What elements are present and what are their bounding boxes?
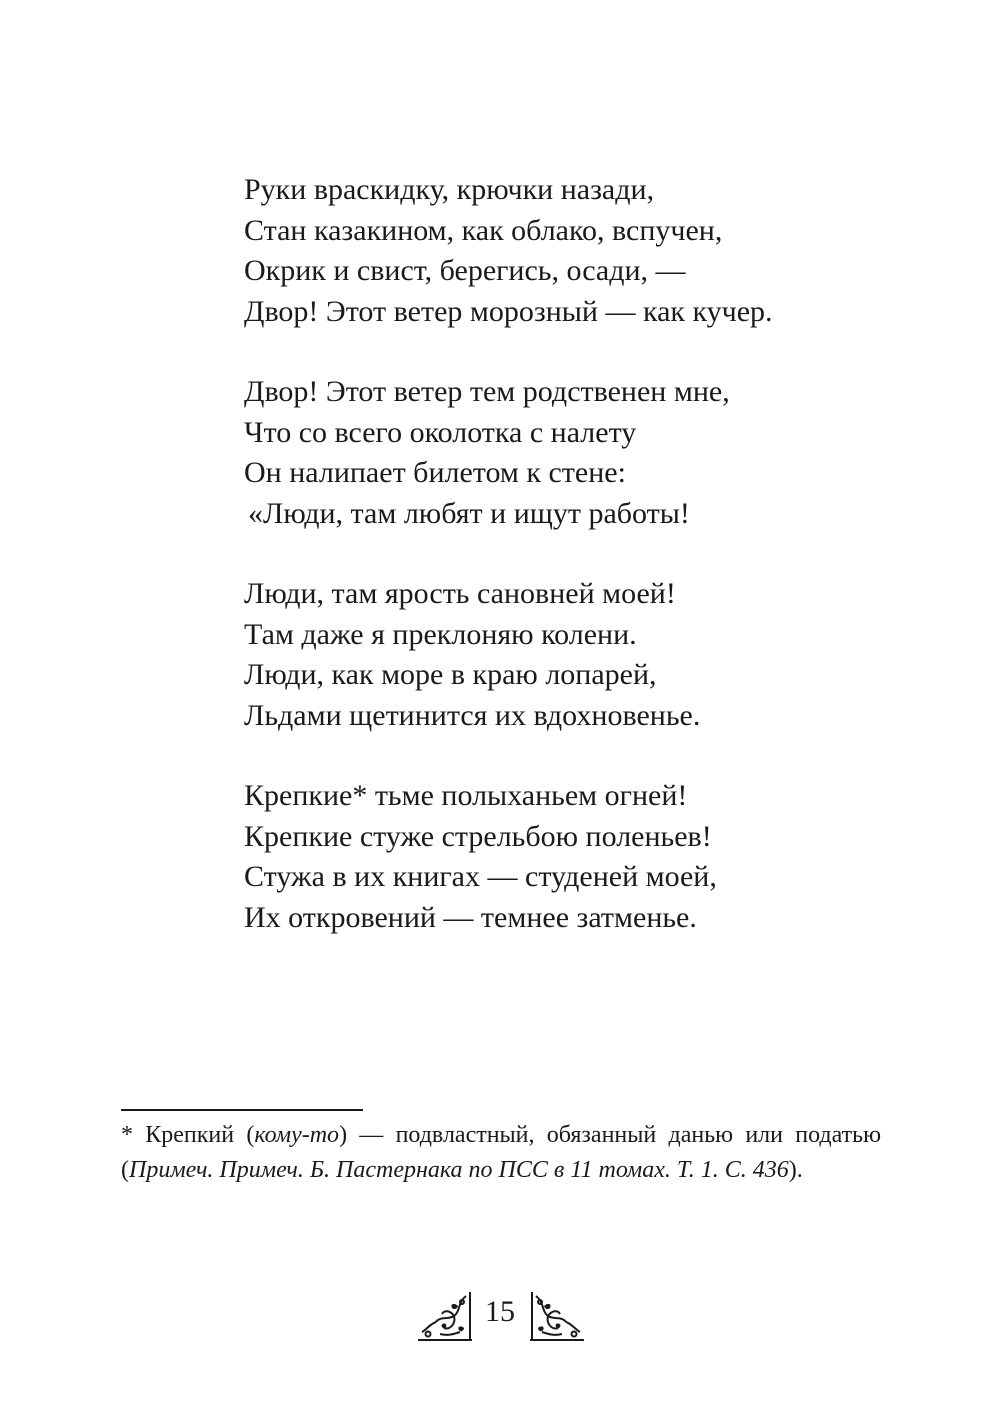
- floral-ornament-icon: [414, 1288, 476, 1344]
- poem-line: Люди, там ярость сановней моей!: [244, 577, 676, 610]
- poem-line: Льдами щетинится их вдохновенье.: [244, 698, 701, 732]
- footnote-text: ) — подвластный, обязанный данью или податью (: [121, 1122, 881, 1183]
- floral-ornament-icon: [526, 1288, 588, 1344]
- page-number: 15: [485, 1295, 515, 1328]
- poem-line: Окрик и свист, берегись, осади, —: [244, 254, 686, 287]
- stanza-4: [244, 776, 884, 938]
- footnote: [121, 1118, 881, 1188]
- page-footer: [0, 1288, 1000, 1348]
- poem-line: Двор! Этот ветер тем родственен мне,: [244, 375, 730, 408]
- stanza-3: [244, 574, 884, 736]
- poem-line: Стужа в их книгах — студеней моей,: [244, 860, 717, 893]
- footnote-citation: Примеч. Примеч. Б. Пастернака по ПСС в 11 томах. Т. 1. С. 436: [129, 1157, 789, 1183]
- footnote-divider: [121, 1109, 363, 1111]
- poem-line: Руки враскидку, крючки назади,: [244, 173, 655, 206]
- stanza-1: [244, 170, 884, 332]
- poem-line: Крепкие стуже стрельбою поленьев!: [244, 819, 712, 853]
- poem-line: Их откровений — темнее затменье.: [244, 900, 697, 934]
- poem-line: Крепкие* тьме полыханьем огней!: [244, 779, 688, 812]
- poem-line: Там даже я преклоняю колени.: [244, 617, 637, 651]
- poem-line: Двор! Этот ветер морозный — как кучер.: [244, 294, 773, 328]
- footnote-italic-text: кому-то: [254, 1122, 340, 1148]
- poem: [244, 170, 884, 978]
- footnote-text: ).: [788, 1157, 803, 1183]
- poem-line: Люди, как море в краю лопарей,: [244, 658, 657, 691]
- poem-line: Стан казакином, как облако, вспучен,: [244, 213, 723, 247]
- stanza-2: [244, 372, 884, 534]
- poem-line: Он налипает билетом к стене:: [244, 456, 626, 489]
- footnote-text: * Крепкий (: [121, 1122, 255, 1148]
- poem-line: Что со всего околотка с налету: [244, 415, 637, 449]
- poem-line: «Люди, там любят и ищут работы!: [248, 496, 690, 530]
